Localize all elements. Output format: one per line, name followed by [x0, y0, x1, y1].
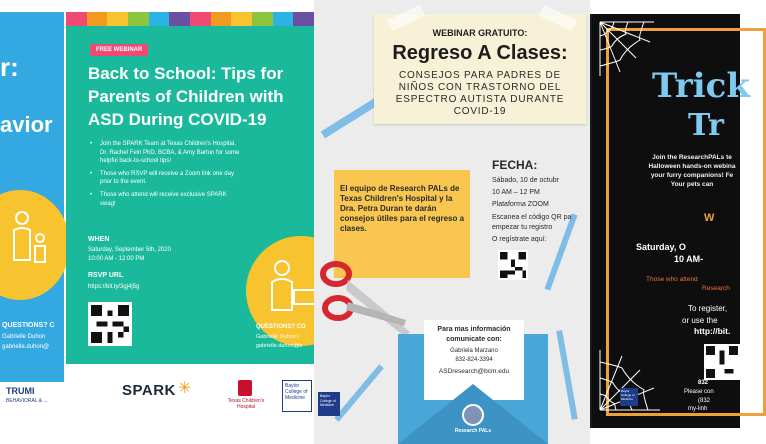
contact-line-2: (832 — [698, 398, 711, 404]
contact-name: Gabriela Marzano — [450, 348, 498, 354]
spark-logo: SPARK — [122, 382, 176, 399]
event-time: 10 AM- — [674, 254, 704, 264]
qr-code-icon — [498, 250, 528, 280]
bullet-list — [90, 140, 240, 212]
flyer-subtitle — [378, 70, 582, 118]
subtitle-line: NIÑOS CON TRASTORNO DEL — [398, 82, 562, 93]
tch-logo-icon — [238, 380, 252, 396]
list-item: • Those who RSVP will receive a Zoom link one day prior to the event. — [90, 170, 240, 187]
flyer-subtitle-fragment: avior — [0, 112, 53, 137]
webinar-kicker: WEBINAR GRATUITO: — [432, 28, 528, 38]
rsvp-url[interactable]: https://bit.ly/3gj4j5g — [88, 284, 140, 290]
flyer-back-to-school — [66, 0, 314, 444]
contact-heading: Para mas información — [437, 326, 511, 333]
event-time: 10 AM – 12 PM — [492, 189, 540, 196]
trumi-logo: TRUMI — [6, 386, 35, 396]
event-date: Sábado, 10 de octubr — [492, 177, 559, 184]
research-pals-mascot-icon — [462, 404, 484, 426]
attendee-note: Those who attend — [646, 276, 698, 283]
questions-label: QUESTIONS? CO — [256, 324, 306, 330]
qr-instruction-2: empezar tu registro — [492, 224, 553, 231]
register-line: To register, — [688, 304, 728, 313]
when-heading: W — [704, 212, 715, 224]
flyer-body-line: Join the ResearchPALs te — [652, 154, 732, 161]
flyer-body-line: Your pets can — [670, 181, 714, 188]
qr-code-icon — [704, 344, 740, 380]
color-stripe — [66, 12, 314, 26]
contact-email: gabrielle.duhon@ — [2, 344, 50, 350]
baylor-logo: Baylor College of Medicine — [620, 388, 638, 406]
attendee-note-2: Research — [702, 285, 730, 292]
contact-name: Gabrielle Duhon | — [256, 334, 299, 340]
yellow-circle-illustration — [0, 190, 70, 300]
contact-line-3: my-linh — [688, 406, 708, 412]
flyer-title: Back to School: Tips for Parents of Children with ASD During COVID-19 — [88, 64, 284, 129]
rsvp-label: RSVP URL — [88, 272, 124, 279]
when-time: 10:00 AM - 12:00 PM — [88, 256, 145, 262]
contact-email: gabrielle.duhon@b — [256, 343, 303, 349]
flyer-title-line2: Tr — [688, 108, 724, 143]
pencil-icon — [546, 330, 590, 420]
flyer-body-line: Halloween hands-on webina — [648, 163, 736, 170]
register-url[interactable]: http://bit. — [694, 326, 731, 336]
family-illustration-icon — [0, 190, 70, 300]
qr-code-icon — [88, 302, 132, 346]
event-platform: Plataforma ZOOM — [492, 201, 549, 208]
contact-email: ASDresearch@bcm.edu — [438, 368, 510, 375]
contact-phone-partial: 832 — [698, 380, 709, 386]
baylor-logo: Baylor College of Medicine — [282, 380, 312, 412]
sticky-note-text: El equipo de Research PALs de Texas Children's Hospital y la Dra. Petra Duran te darán consejos útiles para el regreso a clases. — [340, 184, 465, 233]
register-here: O regístrate aquí: — [492, 236, 547, 243]
subtitle-line: COVID-19 — [453, 106, 507, 117]
list-item: • Join the SPARK Team at Texas Children's Hospital, Dr. Rachel Fein PhD, BCBA, & Amy Barton for some helpful back-to-school tips! — [90, 140, 240, 166]
contact-phone: 832-824-3394 — [455, 357, 493, 363]
qr-instruction: Escanea el código QR pa — [492, 214, 572, 221]
spark-star-icon: ✳ — [178, 380, 192, 397]
event-date: Saturday, O — [636, 242, 686, 252]
subtitle-line: CONSEJOS PARA PADRES DE — [399, 70, 561, 81]
contact-name: Gabrielle Duhon — [2, 334, 46, 340]
flyer-title-line1: Trick — [652, 66, 750, 106]
contact-heading-2: comunicate con: — [446, 336, 502, 343]
tch-logo-text: Texas Children's Hospital — [227, 398, 265, 410]
register-line-2: or use the — [682, 316, 718, 325]
flyer-behavior-partial — [0, 0, 64, 444]
research-pals-label: Research PALs — [454, 428, 492, 434]
flyer-title: Regreso A Clases: — [392, 42, 568, 64]
contact-line: Please con — [684, 389, 714, 395]
flyer-trick-or-treat — [590, 14, 750, 428]
trumi-logo-subtext: BEHAVIORAL & ... — [6, 398, 48, 404]
list-item: • Those who attend will receive exclusive SPARK swag! — [90, 191, 240, 208]
fecha-label: FECHA: — [492, 158, 538, 172]
questions-label: QUESTIONS? C — [2, 322, 55, 329]
flyer-title-fragment: r: — [0, 52, 19, 82]
when-label: WHEN — [88, 236, 110, 243]
free-webinar-badge: FREE WEBINAR — [90, 44, 148, 56]
when-date: Saturday, September 5th, 2020 — [88, 247, 171, 253]
spiderweb-icon — [600, 22, 654, 76]
flyer-regreso-a-clases — [314, 0, 590, 444]
flyer-body-line: your furry companions! Fe — [650, 172, 734, 179]
baylor-logo: Baylor College of Medicine — [318, 392, 340, 416]
subtitle-line: ESPECTRO AUTISTA DURANTE — [395, 94, 565, 105]
